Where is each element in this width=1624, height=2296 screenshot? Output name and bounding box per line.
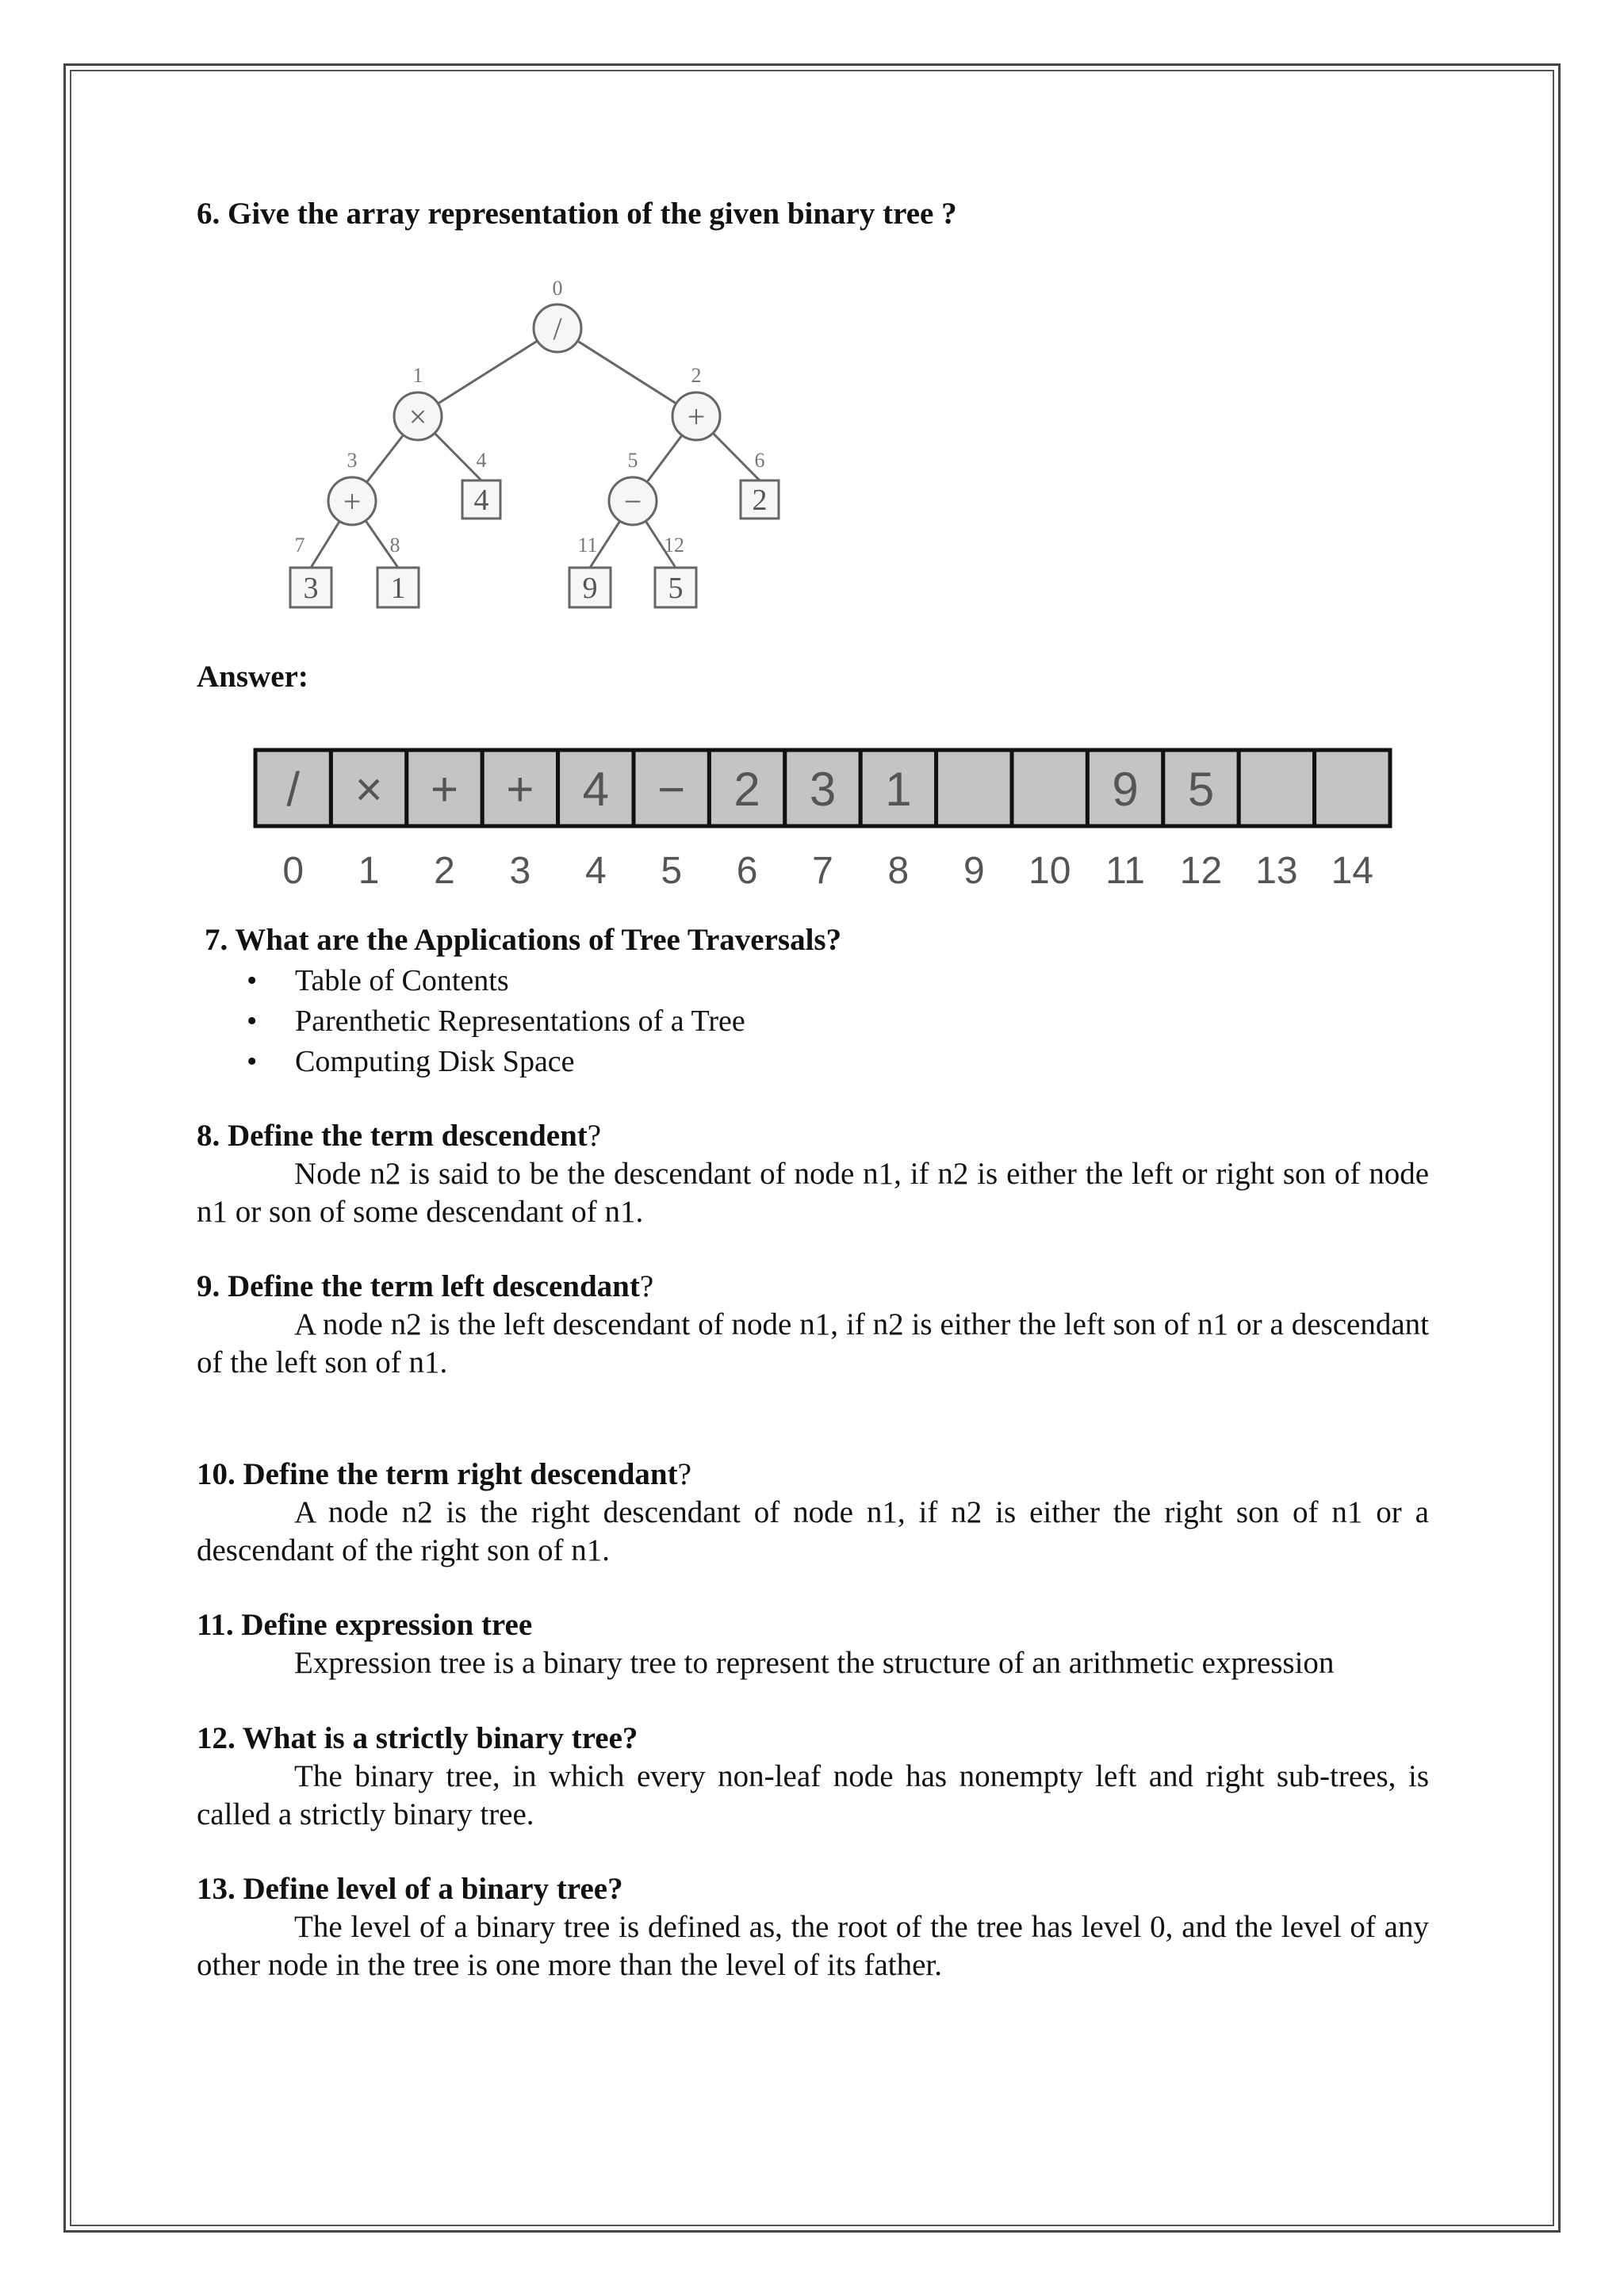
q7-list — [197, 961, 1429, 1082]
array-cell-value: 2 — [733, 763, 760, 816]
array-cell-value: 4 — [582, 763, 609, 816]
array-cell — [1012, 750, 1087, 826]
q12-title: 12. What is a strictly binary tree? — [197, 1721, 638, 1755]
array-index-label: 8 — [887, 850, 910, 892]
array-index-label: 7 — [812, 850, 833, 892]
q11-title: 11. Define expression tree — [197, 1608, 533, 1642]
q7-title: 7. What are the Applications of Tree Traversals? — [205, 923, 842, 957]
q10-question-mark: ? — [677, 1457, 691, 1491]
svg-text:7: 7 — [294, 534, 305, 557]
array-cell-value: + — [506, 763, 534, 816]
svg-text:8: 8 — [389, 534, 400, 557]
svg-text:6: 6 — [754, 449, 765, 472]
array-cell — [936, 750, 1012, 826]
svg-text:9: 9 — [582, 572, 598, 605]
array-cell-value: 5 — [1187, 763, 1215, 816]
q9-question-mark: ? — [639, 1269, 654, 1303]
array-index-label: 9 — [963, 850, 985, 892]
svg-text:0: 0 — [552, 277, 563, 300]
tree-node — [328, 449, 376, 525]
array-cell-value: × — [354, 763, 383, 816]
svg-text:1: 1 — [390, 572, 406, 605]
array-index-label: 10 — [1028, 850, 1071, 892]
svg-text:11: 11 — [577, 534, 598, 557]
list-item: • Computing Disk Space — [197, 1042, 1429, 1082]
q13-title: 13. Define level of a binary tree? — [197, 1872, 623, 1906]
array-cell — [1239, 750, 1314, 826]
array-representation — [246, 741, 1404, 900]
array-cell — [255, 750, 331, 826]
tree-node — [741, 449, 779, 519]
q13-body: The level of a binary tree is defined as, the root of the tree has level 0, and the level of any other node in the tree is one more than the level of its father. — [197, 1910, 1429, 1982]
q12-body: The binary tree, in which every non-leaf node has nonempty left and right sub-trees, is called a strictly binary tree. — [197, 1759, 1429, 1831]
svg-text:2: 2 — [691, 364, 702, 387]
array-cell — [860, 750, 936, 826]
tree-node — [609, 449, 657, 525]
svg-text:4: 4 — [473, 484, 489, 517]
array-index-label: 0 — [282, 850, 304, 892]
list-item: • Table of Contents — [197, 961, 1429, 1001]
array-cell-value: + — [430, 763, 459, 816]
q9-body: A node n2 is the left descendant of node n1, if n2 is either the left son of n1 or a descendant of the left son of n1. — [197, 1307, 1429, 1380]
array-cell — [709, 750, 784, 826]
array-cell — [1163, 750, 1239, 826]
binary-tree-diagram — [270, 266, 809, 622]
q10-title: 10. Define the term right descendant — [197, 1457, 678, 1491]
array-index-label: 1 — [358, 850, 380, 892]
tree-node — [534, 277, 581, 352]
svg-text:1: 1 — [412, 364, 423, 387]
array-index-label: 13 — [1255, 850, 1298, 892]
array-cell — [785, 750, 860, 826]
q8-heading — [197, 1117, 1429, 1155]
tree-node — [462, 449, 500, 519]
q6-title: 6. Give the array representation of the given binary tree ? — [197, 197, 957, 231]
array-index-label: 2 — [434, 850, 455, 892]
svg-text:5: 5 — [627, 449, 638, 472]
svg-text:3: 3 — [303, 572, 319, 605]
array-index-label: 3 — [509, 850, 531, 892]
array-index-label: 14 — [1331, 850, 1373, 892]
array-cell — [1087, 750, 1162, 826]
svg-text:+: + — [687, 399, 706, 434]
q8-question-mark: ? — [587, 1119, 602, 1153]
array-cell-value: 1 — [885, 763, 912, 816]
svg-text:2: 2 — [752, 484, 768, 517]
svg-text:/: / — [553, 311, 562, 346]
q11-body: Expression tree is a binary tree to represent the structure of an arithmetic expression — [294, 1646, 1335, 1680]
svg-text:+: + — [343, 484, 362, 519]
array-cell — [634, 750, 709, 826]
array-cell — [482, 750, 557, 826]
q10-heading — [197, 1456, 1429, 1494]
array-index-label: 4 — [584, 850, 607, 892]
q9-title: 9. Define the term left descendant — [197, 1269, 640, 1303]
q8-title: 8. Define the term descendent — [197, 1119, 588, 1153]
q8-body: Node n2 is said to be the descendant of node n1, if n2 is either the left or right son of node n1 or son of some descendant of n1. — [197, 1157, 1429, 1229]
array-index-label: 6 — [736, 850, 758, 892]
list-item: • Parenthetic Representations of a Tree — [197, 1001, 1429, 1042]
svg-text:−: − — [623, 484, 642, 519]
array-cell — [407, 750, 482, 826]
svg-text:3: 3 — [347, 449, 358, 472]
svg-text:×: × — [408, 399, 427, 434]
array-cells — [255, 750, 1390, 826]
array-index-label: 5 — [661, 850, 683, 892]
tree-node — [377, 534, 419, 607]
array-cell — [558, 750, 634, 826]
svg-text:5: 5 — [668, 572, 684, 605]
q9-heading — [197, 1268, 1429, 1306]
array-cell-value: − — [657, 763, 686, 816]
array-cell-value: / — [286, 763, 301, 816]
array-index-label: 12 — [1179, 850, 1223, 892]
array-cell — [331, 750, 406, 826]
tree-node — [394, 364, 442, 440]
tree-node — [672, 364, 720, 440]
svg-text:4: 4 — [476, 449, 487, 472]
answer-label: Answer: — [197, 660, 308, 694]
q10-body: A node n2 is the right descendant of node n1, if n2 is either the right son of n1 or a descendant of the right son of n1. — [197, 1495, 1429, 1567]
array-cell — [1315, 750, 1390, 826]
array-index-label: 11 — [1105, 850, 1146, 892]
array-indices — [282, 850, 1373, 892]
array-cell-value: 9 — [1112, 763, 1139, 816]
array-cell-value: 3 — [809, 763, 837, 816]
svg-text:12: 12 — [664, 534, 684, 557]
